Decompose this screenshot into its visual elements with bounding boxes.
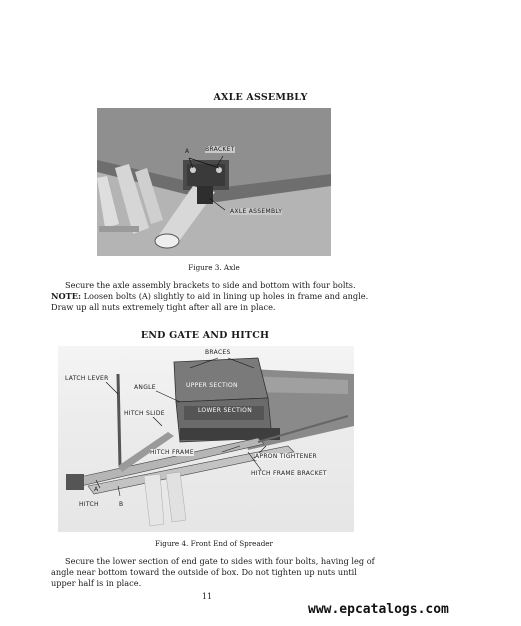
page-number: 11 [201,592,213,601]
callout-upper-section: UPPER SECTION [186,382,238,389]
callout-apron-tightener: APRON TIGHTENER [255,453,318,460]
callout-a-hitch: A [94,486,99,493]
note-text: Loosen bolts (A) slightly to aid in lining up holes in frame and angle. [80,291,369,301]
callout-hitch: HITCH [79,501,99,508]
figure-3-caption: Figure 3. Axle [188,263,240,272]
callout-latch-lever: LATCH LEVER [65,375,109,382]
spreader-photo [58,346,354,532]
axle-note-line2: Draw up all nuts extremely tight after all are in place. [51,302,276,312]
axle-paragraph: Secure the axle assembly brackets to side and bottom with four bolts. [65,280,356,290]
axle-photo [97,108,331,256]
callout-angle: ANGLE [134,384,156,391]
end-gate-instructions [51,556,381,589]
end-gate-paragraph-line2: angle near bottom toward the outside of box. Do not tighten up nuts until [51,567,357,577]
end-gate-paragraph-line3: upper half is in place. [51,578,142,588]
section-heading-end-gate-hitch: END GATE AND HITCH [140,330,270,341]
axle-note [51,291,381,302]
spreader-photo-illustration [58,346,354,532]
callout-a-axle: A [185,148,190,155]
callout-bracket: BRACKET [205,146,235,153]
axle-instructions [51,280,381,313]
callout-axle-assembly: AXLE ASSEMBLY [230,208,283,215]
note-label: NOTE: [51,291,81,301]
section-heading-axle-assembly: AXLE ASSEMBLY [213,92,308,103]
callout-b: B [119,501,124,508]
callout-braces: BRACES [205,349,231,356]
figure-4-caption: Figure 4. Front End of Spreader [154,539,273,548]
callout-hitch-frame-bracket: HITCH FRAME BRACKET [251,470,327,477]
callout-hitch-slide: HITCH SLIDE [124,410,165,417]
callout-lower-section: LOWER SECTION [198,407,252,414]
axle-photo-illustration [97,108,331,256]
end-gate-paragraph-line1: Secure the lower section of end gate to sides with four bolts, having leg of [65,556,375,566]
callout-hitch-frame: HITCH FRAME [150,449,194,456]
watermark: www.epcatalogs.com [308,602,449,617]
